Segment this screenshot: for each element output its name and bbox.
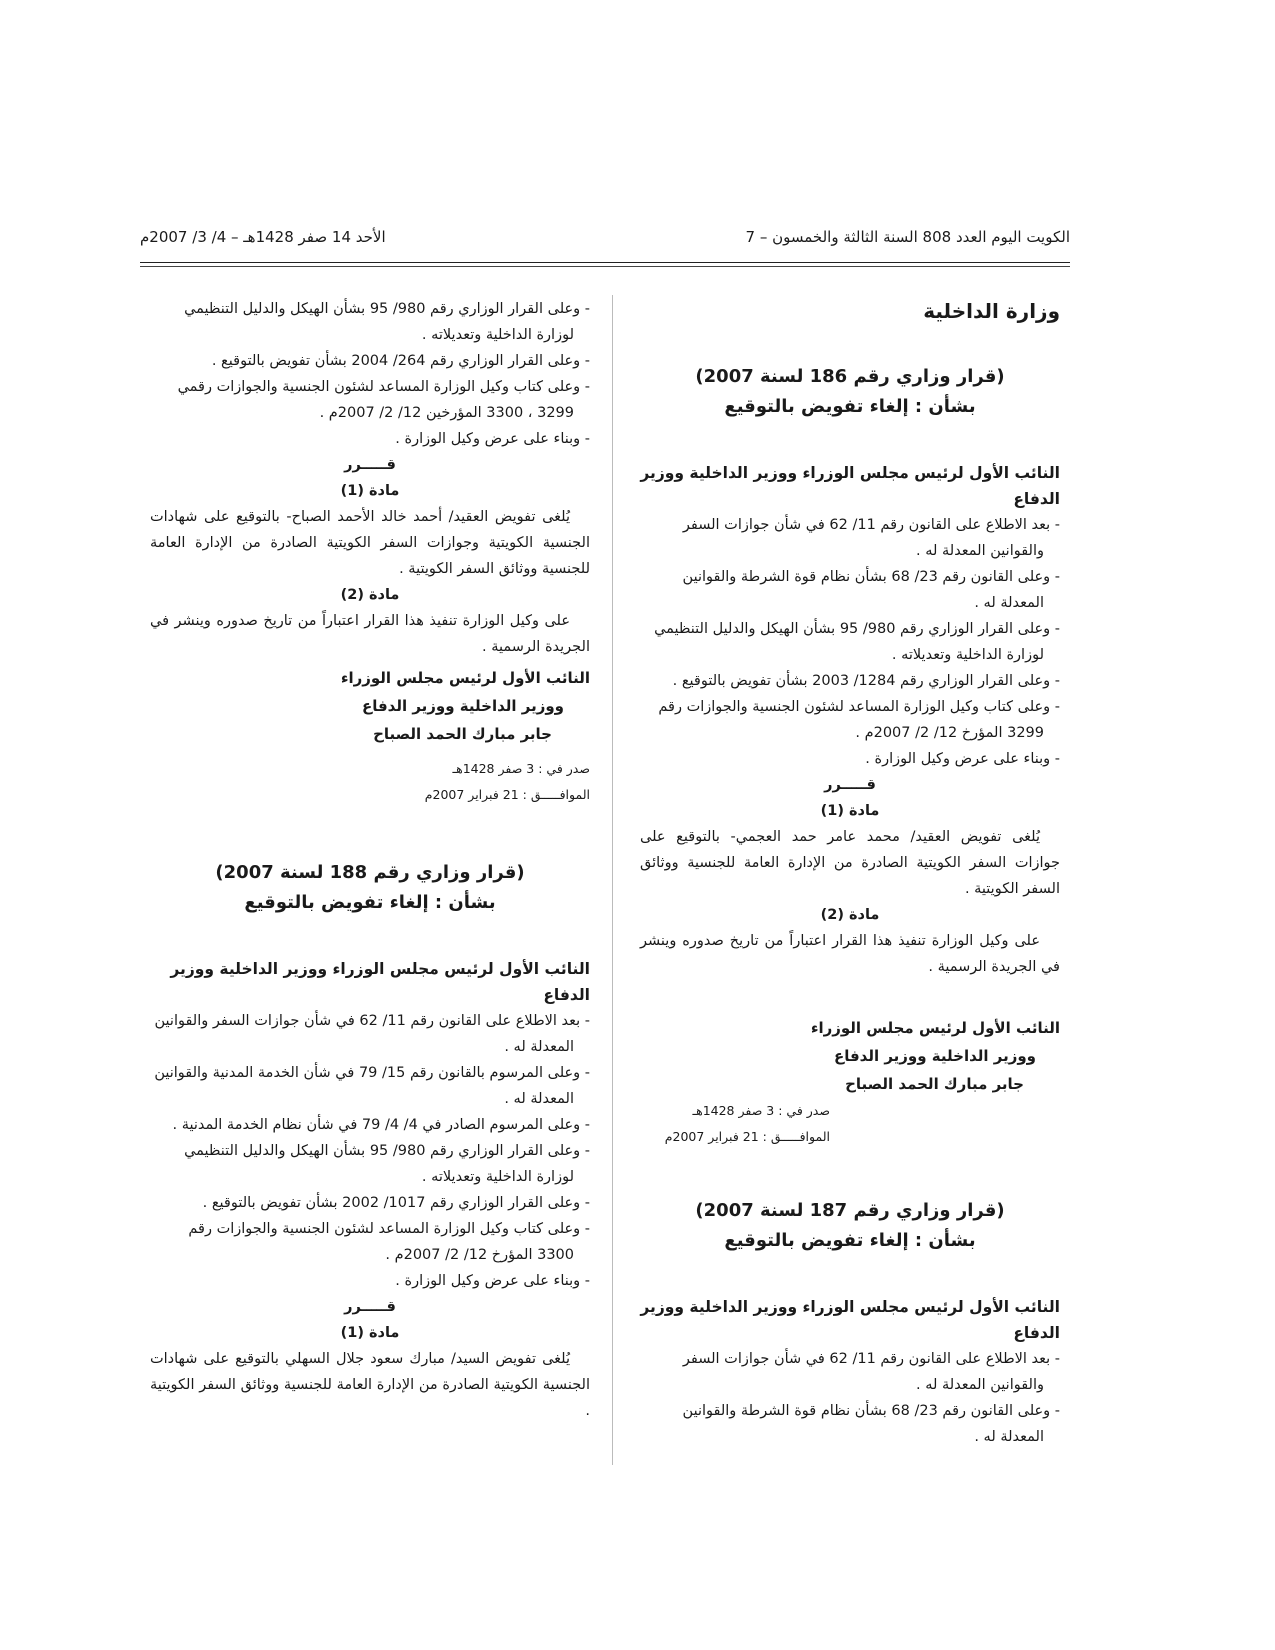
decree-187-article-2-title: مادة (2): [340, 587, 400, 603]
decree-186-signature-name: جابر مبارك الحمد الصباح: [845, 1075, 1024, 1093]
decree-188-item: - وبناء على عرض وكيل الوزارة .: [395, 1273, 590, 1289]
decree-187-corresponding-date: الموافـــــق : 21 فبراير 2007م: [424, 787, 590, 802]
decree-187-issuer: النائب الأول لرئيس مجلس الوزراء ووزير الداخلية ووزير الدفاع: [640, 1298, 1060, 1342]
decree-186-item: - وعلى القانون رقم 23/ 68 بشأن نظام قوة الشرطة والقوانين المعدلة له .: [682, 569, 1060, 611]
ministry-heading: وزارة الداخلية: [923, 299, 1060, 323]
decree-186-article-2: على وكيل الوزارة تنفيذ هذا القرار اعتباراً من تاريخ صدوره وينشر في الجريدة الرسمية .: [640, 933, 1060, 975]
decree-188-issuer: النائب الأول لرئيس مجلس الوزراء ووزير الداخلية ووزير الدفاع: [170, 960, 590, 1004]
decree-186-decided: قـــــرر: [824, 777, 876, 793]
decree-187-signature-name: جابر مبارك الحمد الصباح: [373, 725, 552, 743]
decree-187-item: - وعلى القانون رقم 23/ 68 بشأن نظام قوة الشرطة والقوانين المعدلة له .: [682, 1403, 1060, 1445]
page-header: [140, 228, 1070, 258]
header-rule-second: [140, 266, 1070, 267]
decree-188-item: - وعلى القرار الوزاري رقم 1017/ 2002 بشأن تفويض بالتوقيع .: [202, 1195, 590, 1211]
decree-188-subject: بشأن : إلغاء تفويض بالتوقيع: [244, 892, 496, 913]
decree-187-subject: بشأن : إلغاء تفويض بالتوقيع: [724, 1230, 976, 1251]
decree-186-title: (قرار وزاري رقم 186 لسنة 2007): [695, 366, 1005, 387]
decree-188-title: (قرار وزاري رقم 188 لسنة 2007): [215, 862, 525, 883]
header-date: الأحد 14 صفر 1428هـ – 4/ 3/ 2007م: [140, 228, 386, 246]
decree-188-article-1: يُلغى تفويض السيد/ مبارك سعود جلال السهلي بالتوقيع على شهادات الجنسية الكويتية الصادرة من الإدارة العامة للجنسية ووثائق السفر الكويتية .: [150, 1351, 590, 1419]
right-column: [640, 296, 1060, 1450]
decree-188-item: - وعلى المرسوم الصادر في 4/ 4/ 79 في شأن نظام الخدمة المدنية .: [172, 1117, 590, 1133]
left-column: [150, 296, 590, 1424]
decree-186-item: - وبناء على عرض وكيل الوزارة .: [865, 751, 1060, 767]
decree-186-corresponding-date: الموافـــــق : 21 فبراير 2007م: [664, 1129, 830, 1144]
decree-187-item: - بعد الاطلاع على القانون رقم 11/ 62 في شأن جوازات السفر والقوانين المعدلة له .: [682, 1351, 1060, 1393]
decree-188-article-1-title: مادة (1): [340, 1325, 400, 1341]
decree-187-item: - وعلى القرار الوزاري رقم 980/ 95 بشأن الهيكل والدليل التنظيمي لوزارة الداخلية وتعديلاته .: [184, 301, 590, 343]
decree-188-item: - وعلى المرسوم بالقانون رقم 15/ 79 في شأن الخدمة المدنية والقوانين المعدلة له .: [154, 1065, 590, 1107]
decree-187-decided: قـــــرر: [344, 457, 396, 473]
decree-186-issued-date: صدر في : 3 صفر 1428هـ: [692, 1103, 830, 1118]
decree-187-item: - وعلى القرار الوزاري رقم 264/ 2004 بشأن تفويض بالتوقيع .: [211, 353, 590, 369]
decree-186-signature-role: ووزير الداخلية ووزير الدفاع: [833, 1047, 1036, 1065]
decree-186-article-1: يُلغى تفويض العقيد/ محمد عامر حمد العجمي- بالتوقيع على جوازات السفر الكويتية الصادرة من الإدارة العامة للجنسية ووثائق السفر الكويتية .: [640, 829, 1060, 897]
decree-186-item: - وعلى القرار الوزاري رقم 980/ 95 بشأن الهيكل والدليل التنظيمي لوزارة الداخلية وتعديلاته .: [654, 621, 1060, 663]
header-issue-info: الكويت اليوم العدد 808 السنة الثالثة والخمسون – 7: [745, 228, 1070, 246]
decree-187-signature-role: ووزير الداخلية ووزير الدفاع: [361, 697, 564, 715]
decree-187-article-1: يُلغى تفويض العقيد/ أحمد خالد الأحمد الصباح- بالتوقيع على شهادات الجنسية الكويتية وجوازات السفر الكويتية الصادرة من الإدارة العامة للجنسية ووثائق السفر الكويتية .: [150, 509, 590, 577]
header-rule: [140, 262, 1070, 263]
decree-187-article-1-title: مادة (1): [340, 483, 400, 499]
decree-186-signature-title: النائب الأول لرئيس مجلس الوزراء: [810, 1019, 1060, 1037]
column-divider: [612, 295, 613, 1465]
decree-188-item: - بعد الاطلاع على القانون رقم 11/ 62 في شأن جوازات السفر والقوانين المعدلة له .: [154, 1013, 590, 1055]
decree-187-item: - وبناء على عرض وكيل الوزارة .: [395, 431, 590, 447]
decree-186-article-2-title: مادة (2): [820, 907, 880, 923]
decree-186-item: - بعد الاطلاع على القانون رقم 11/ 62 في شأن جوازات السفر والقوانين المعدلة له .: [682, 517, 1060, 559]
decree-187-item: - وعلى كتاب وكيل الوزارة المساعد لشئون الجنسية والجوازات رقمي 3299 ، 3300 المؤرخين 12/ 2/ 2007م .: [177, 379, 590, 421]
decree-186-subject: بشأن : إلغاء تفويض بالتوقيع: [724, 396, 976, 417]
decree-188-item: - وعلى القرار الوزاري رقم 980/ 95 بشأن الهيكل والدليل التنظيمي لوزارة الداخلية وتعديلاته .: [184, 1143, 590, 1185]
decree-186-item: - وعلى القرار الوزاري رقم 1284/ 2003 بشأن تفويض بالتوقيع .: [672, 673, 1060, 689]
decree-187-title: (قرار وزاري رقم 187 لسنة 2007): [695, 1200, 1005, 1221]
decree-187-signature-title: النائب الأول لرئيس مجلس الوزراء: [340, 669, 590, 687]
decree-186-issuer: النائب الأول لرئيس مجلس الوزراء ووزير الداخلية ووزير الدفاع: [640, 464, 1060, 508]
decree-188-decided: قـــــرر: [344, 1299, 396, 1315]
decree-187-article-2: على وكيل الوزارة تنفيذ هذا القرار اعتباراً من تاريخ صدوره وينشر في الجريدة الرسمية .: [150, 613, 590, 655]
decree-186-article-1-title: مادة (1): [820, 803, 880, 819]
decree-188-item: - وعلى كتاب وكيل الوزارة المساعد لشئون الجنسية والجوازات رقم 3300 المؤرخ 12/ 2/ 2007م .: [188, 1221, 590, 1263]
decree-186-item: - وعلى كتاب وكيل الوزارة المساعد لشئون الجنسية والجوازات رقم 3299 المؤرخ 12/ 2/ 2007م .: [658, 699, 1060, 741]
decree-187-issued-date: صدر في : 3 صفر 1428هـ: [452, 761, 590, 776]
